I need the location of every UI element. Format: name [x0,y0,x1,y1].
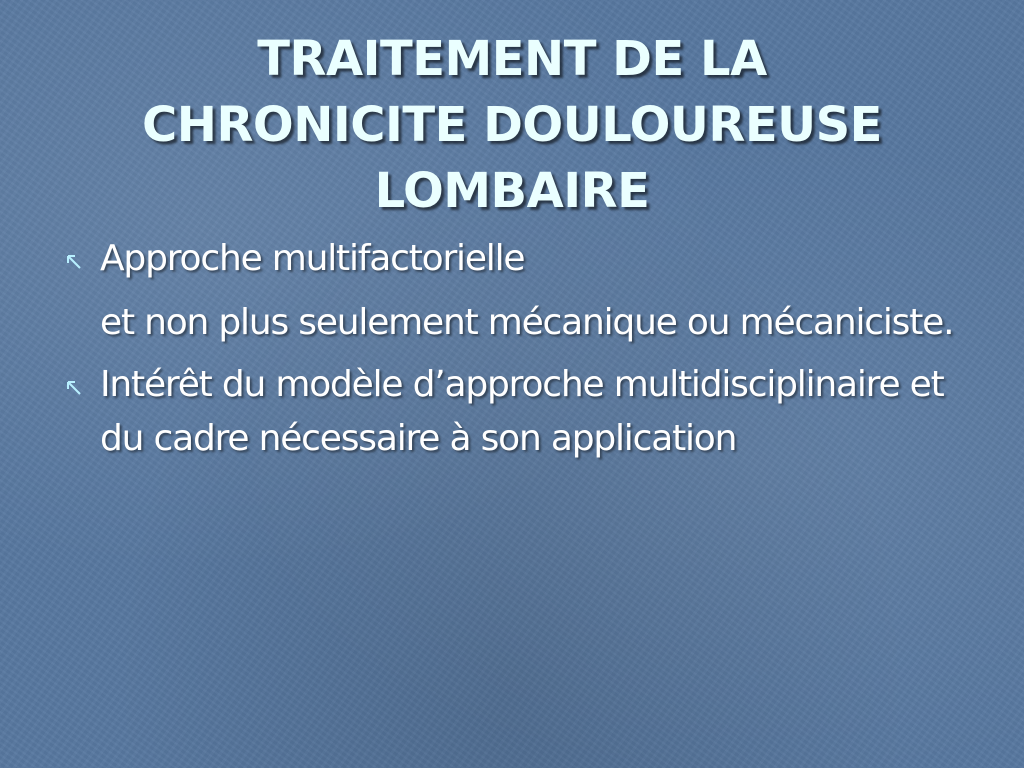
slide-title [40,26,984,224]
arrow-up-left-icon [64,378,84,398]
bullet-item [60,232,960,350]
bullet-text: Intérêt du modèle d’approche multidisciplinaire et du cadre nécessaire à son application [100,364,944,459]
bullet-item [60,358,960,466]
title-line-3: LOMBAIRE [374,163,650,219]
title-line-2: CHRONICITE DOULOUREUSE [142,97,882,153]
title-line-1: TRAITEMENT DE LA [257,31,767,87]
bullet-continuation: et non plus seulement mécanique ou mécaniciste. [100,302,954,343]
bullet-text: Approche multifactorielle [100,238,525,279]
arrow-up-left-icon [64,252,84,272]
bullet-list [60,232,960,466]
